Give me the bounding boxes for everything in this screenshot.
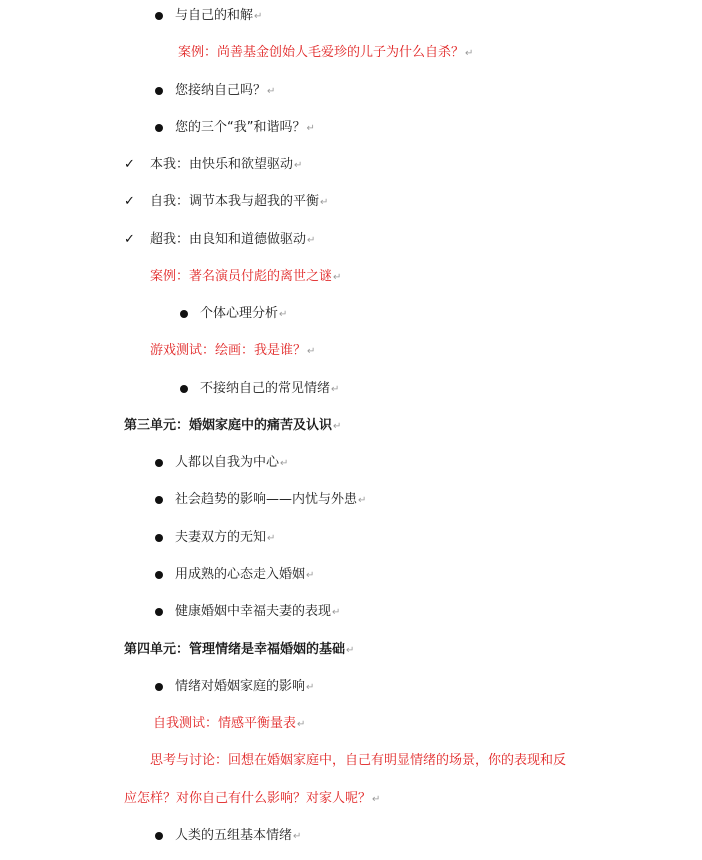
item-text: 不接纳自己的常见情绪 xyxy=(200,381,331,396)
paragraph-mark-icon: ↵ xyxy=(346,645,355,656)
item-text: 人都以自我为中心 xyxy=(175,455,280,470)
item-text: 社会趋势的影响——内忧与外患 xyxy=(175,492,358,507)
bullet-icon xyxy=(180,385,188,393)
item-text: 超我：由良知和道德做驱动 xyxy=(150,232,307,247)
paragraph-mark-icon: ↵ xyxy=(332,607,341,618)
paragraph-mark-icon: ↵ xyxy=(320,197,329,208)
paragraph-mark-icon: ↵ xyxy=(267,533,276,544)
paragraph-mark-icon: ↵ xyxy=(307,235,316,246)
paragraph-mark-icon: ↵ xyxy=(358,495,367,506)
bullet-icon xyxy=(155,459,163,467)
paragraph-mark-icon: ↵ xyxy=(267,86,276,97)
discussion-text: 思考与讨论：回想在婚姻家庭中，自己有明显情绪的场景，你的表现和反 xyxy=(150,753,567,768)
game-test-text: 游戏测试：绘画：我是谁？ xyxy=(150,343,307,358)
bullet-icon xyxy=(155,12,163,20)
item-text: 自我：调节本我与超我的平衡 xyxy=(150,194,320,209)
bullet-icon xyxy=(155,124,163,132)
discussion-text: 应怎样？对你自己有什么影响？对家人呢？ xyxy=(124,791,372,806)
paragraph-mark-icon: ↵ xyxy=(306,123,315,134)
item-text: 用成熟的心态走入婚姻 xyxy=(175,567,306,582)
item-text: 个体心理分析 xyxy=(200,306,279,321)
item-text: 您的三个“我”和谐吗？ xyxy=(175,120,306,135)
bullet-icon xyxy=(155,608,163,616)
paragraph-mark-icon: ↵ xyxy=(306,570,315,581)
bullet-icon xyxy=(155,683,163,691)
bullet-icon xyxy=(155,832,163,840)
bullet-icon xyxy=(155,534,163,542)
paragraph-mark-icon: ↵ xyxy=(280,458,289,469)
item-text: 与自己的和解 xyxy=(175,8,254,23)
item-text: 人类的五组基本情绪 xyxy=(175,828,293,843)
bullet-icon xyxy=(155,87,163,95)
paragraph-mark-icon: ↵ xyxy=(372,794,381,805)
case-text: 案例：尚善基金创始人毛爱珍的儿子为什么自杀？ xyxy=(178,45,465,60)
item-text: 健康婚姻中幸福夫妻的表现 xyxy=(175,604,332,619)
paragraph-mark-icon: ↵ xyxy=(279,309,288,320)
heading-text: 第四单元：管理情绪是幸福婚姻的基础 xyxy=(124,642,346,657)
paragraph-mark-icon: ↵ xyxy=(333,272,342,283)
bullet-icon xyxy=(155,496,163,504)
paragraph-mark-icon: ↵ xyxy=(465,48,474,59)
paragraph-mark-icon: ↵ xyxy=(293,831,302,842)
paragraph-mark-icon: ↵ xyxy=(307,346,316,357)
checkmark-icon: ✓ xyxy=(124,232,135,247)
case-text: 案例：著名演员付彪的离世之谜 xyxy=(150,269,333,284)
bullet-icon xyxy=(155,571,163,579)
item-text: 夫妻双方的无知 xyxy=(175,530,267,545)
checkmark-icon: ✓ xyxy=(124,194,135,209)
checkmark-icon: ✓ xyxy=(124,157,135,172)
paragraph-mark-icon: ↵ xyxy=(306,682,315,693)
bullet-icon xyxy=(180,310,188,318)
paragraph-mark-icon: ↵ xyxy=(294,160,303,171)
paragraph-mark-icon: ↵ xyxy=(297,719,306,730)
paragraph-mark-icon: ↵ xyxy=(331,384,340,395)
item-text: 情绪对婚姻家庭的影响 xyxy=(175,679,306,694)
paragraph-mark-icon: ↵ xyxy=(333,421,342,432)
heading-text: 第三单元：婚姻家庭中的痛苦及认识 xyxy=(124,418,333,433)
item-text: 本我：由快乐和欲望驱动 xyxy=(150,157,294,172)
item-text: 您接纳自己吗？ xyxy=(175,83,267,98)
self-test-text: 自我测试：情感平衡量表 xyxy=(153,716,297,731)
paragraph-mark-icon: ↵ xyxy=(254,11,263,22)
